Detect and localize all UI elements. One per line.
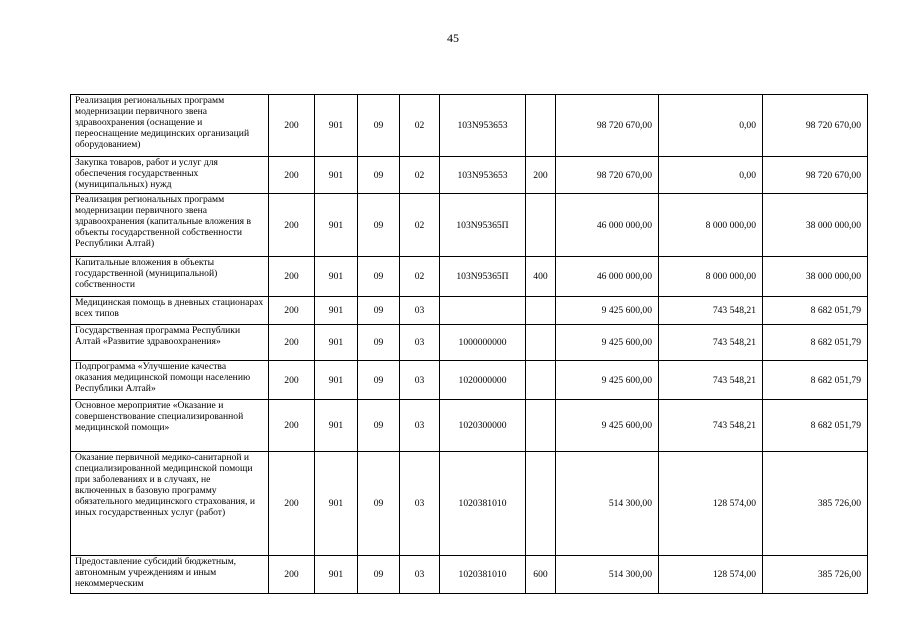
cell-name: Медицинская помощь в дневных стационарах всех типов bbox=[71, 297, 269, 325]
cell-ministry-code: 200 bbox=[269, 194, 315, 257]
cell-amount-2: 0,00 bbox=[659, 157, 763, 194]
cell-amount-3: 98 720 670,00 bbox=[763, 157, 868, 194]
cell-ministry-code: 200 bbox=[269, 157, 315, 194]
cell-amount-1: 98 720 670,00 bbox=[556, 95, 659, 157]
page-number: 45 bbox=[447, 31, 459, 45]
table-row bbox=[71, 194, 868, 257]
cell-amount-3: 385 726,00 bbox=[763, 556, 868, 594]
cell-expense-type bbox=[526, 325, 556, 361]
cell-target-article: 1020381010 bbox=[440, 452, 526, 556]
cell-amount-2: 743 548,21 bbox=[659, 400, 763, 452]
cell-admin-code: 901 bbox=[315, 325, 358, 361]
table-row bbox=[71, 325, 868, 361]
cell-target-article: 1020381010 bbox=[440, 556, 526, 594]
cell-target-article: 1020300000 bbox=[440, 400, 526, 452]
cell-section: 09 bbox=[358, 400, 400, 452]
cell-amount-3: 8 682 051,79 bbox=[763, 325, 868, 361]
cell-admin-code: 901 bbox=[315, 257, 358, 297]
cell-amount-2: 743 548,21 bbox=[659, 361, 763, 400]
cell-name: Реализация региональных программ модернизации первичного звена здравоохранения (оснащение и переоснащение медицинских организаций оборудованием) bbox=[71, 95, 269, 157]
cell-amount-1: 9 425 600,00 bbox=[556, 297, 659, 325]
cell-name: Капитальные вложения в объекты государственной (муниципальной) собственности bbox=[71, 257, 269, 297]
cell-subsection: 03 bbox=[400, 400, 440, 452]
cell-amount-2: 8 000 000,00 bbox=[659, 194, 763, 257]
cell-target-article: 103N953653 bbox=[440, 157, 526, 194]
cell-name: Реализация региональных программ модернизации первичного звена здравоохранения (капитальные вложения в объекты государственной собственности Республики Алтай) bbox=[71, 194, 269, 257]
cell-admin-code: 901 bbox=[315, 194, 358, 257]
cell-target-article: 1020000000 bbox=[440, 361, 526, 400]
cell-admin-code: 901 bbox=[315, 452, 358, 556]
table-row bbox=[71, 95, 868, 157]
cell-target-article: 103N953653 bbox=[440, 95, 526, 157]
cell-name: Предоставление субсидий бюджетным, автономным учреждениям и иным некоммерческим bbox=[71, 556, 269, 594]
table-row bbox=[71, 400, 868, 452]
cell-target-article bbox=[440, 297, 526, 325]
cell-amount-1: 9 425 600,00 bbox=[556, 400, 659, 452]
cell-section: 09 bbox=[358, 194, 400, 257]
cell-amount-3: 8 682 051,79 bbox=[763, 297, 868, 325]
cell-name: Основное мероприятие «Оказание и совершенствование специализированной медицинской помощи» bbox=[71, 400, 269, 452]
cell-section: 09 bbox=[358, 95, 400, 157]
cell-amount-3: 38 000 000,00 bbox=[763, 194, 868, 257]
cell-expense-type: 600 bbox=[526, 556, 556, 594]
cell-section: 09 bbox=[358, 325, 400, 361]
cell-section: 09 bbox=[358, 257, 400, 297]
cell-subsection: 03 bbox=[400, 556, 440, 594]
cell-expense-type bbox=[526, 452, 556, 556]
cell-ministry-code: 200 bbox=[269, 400, 315, 452]
cell-amount-2: 0,00 bbox=[659, 95, 763, 157]
cell-amount-3: 98 720 670,00 bbox=[763, 95, 868, 157]
cell-amount-2: 128 574,00 bbox=[659, 452, 763, 556]
cell-amount-2: 128 574,00 bbox=[659, 556, 763, 594]
cell-admin-code: 901 bbox=[315, 95, 358, 157]
cell-admin-code: 901 bbox=[315, 157, 358, 194]
cell-expense-type: 200 bbox=[526, 157, 556, 194]
table-row bbox=[71, 257, 868, 297]
table-row bbox=[71, 556, 868, 594]
cell-amount-3: 8 682 051,79 bbox=[763, 400, 868, 452]
cell-amount-3: 8 682 051,79 bbox=[763, 361, 868, 400]
cell-admin-code: 901 bbox=[315, 400, 358, 452]
cell-ministry-code: 200 bbox=[269, 297, 315, 325]
cell-expense-type bbox=[526, 297, 556, 325]
cell-amount-2: 743 548,21 bbox=[659, 325, 763, 361]
cell-amount-1: 9 425 600,00 bbox=[556, 361, 659, 400]
cell-admin-code: 901 bbox=[315, 361, 358, 400]
cell-amount-2: 743 548,21 bbox=[659, 297, 763, 325]
cell-expense-type bbox=[526, 400, 556, 452]
cell-admin-code: 901 bbox=[315, 297, 358, 325]
cell-section: 09 bbox=[358, 452, 400, 556]
cell-ministry-code: 200 bbox=[269, 452, 315, 556]
cell-amount-1: 9 425 600,00 bbox=[556, 325, 659, 361]
cell-subsection: 03 bbox=[400, 325, 440, 361]
cell-section: 09 bbox=[358, 361, 400, 400]
cell-subsection: 02 bbox=[400, 95, 440, 157]
budget-table bbox=[70, 94, 868, 594]
cell-target-article: 103N95365П bbox=[440, 257, 526, 297]
cell-amount-3: 38 000 000,00 bbox=[763, 257, 868, 297]
cell-ministry-code: 200 bbox=[269, 325, 315, 361]
cell-name: Подпрограмма «Улучшение качества оказания медицинской помощи населению Республики Алтай» bbox=[71, 361, 269, 400]
cell-name: Оказание первичной медико-санитарной и специализированной медицинской помощи при заболеваниях и в случаях, не включенных в базовую программу обязательного медицинского страхования, и иных государственных услуг (работ) bbox=[71, 452, 269, 556]
cell-ministry-code: 200 bbox=[269, 556, 315, 594]
table-row bbox=[71, 297, 868, 325]
cell-section: 09 bbox=[358, 556, 400, 594]
cell-admin-code: 901 bbox=[315, 556, 358, 594]
cell-ministry-code: 200 bbox=[269, 95, 315, 157]
cell-expense-type: 400 bbox=[526, 257, 556, 297]
cell-expense-type bbox=[526, 95, 556, 157]
table-row bbox=[71, 452, 868, 556]
cell-target-article: 103N95365П bbox=[440, 194, 526, 257]
cell-name: Закупка товаров, работ и услуг для обеспечения государственных (муниципальных) нужд bbox=[71, 157, 269, 194]
cell-name: Государственная программа Республики Алтай «Развитие здравоохранения» bbox=[71, 325, 269, 361]
cell-section: 09 bbox=[358, 297, 400, 325]
cell-target-article: 1000000000 bbox=[440, 325, 526, 361]
table-row bbox=[71, 157, 868, 194]
cell-amount-1: 46 000 000,00 bbox=[556, 194, 659, 257]
cell-amount-1: 98 720 670,00 bbox=[556, 157, 659, 194]
cell-amount-1: 514 300,00 bbox=[556, 556, 659, 594]
cell-expense-type bbox=[526, 194, 556, 257]
cell-subsection: 03 bbox=[400, 297, 440, 325]
cell-subsection: 03 bbox=[400, 361, 440, 400]
cell-expense-type bbox=[526, 361, 556, 400]
cell-subsection: 03 bbox=[400, 452, 440, 556]
cell-ministry-code: 200 bbox=[269, 257, 315, 297]
cell-subsection: 02 bbox=[400, 257, 440, 297]
cell-amount-1: 46 000 000,00 bbox=[556, 257, 659, 297]
cell-amount-3: 385 726,00 bbox=[763, 452, 868, 556]
cell-subsection: 02 bbox=[400, 157, 440, 194]
table-row bbox=[71, 361, 868, 400]
cell-amount-1: 514 300,00 bbox=[556, 452, 659, 556]
cell-section: 09 bbox=[358, 157, 400, 194]
cell-ministry-code: 200 bbox=[269, 361, 315, 400]
cell-amount-2: 8 000 000,00 bbox=[659, 257, 763, 297]
cell-subsection: 02 bbox=[400, 194, 440, 257]
